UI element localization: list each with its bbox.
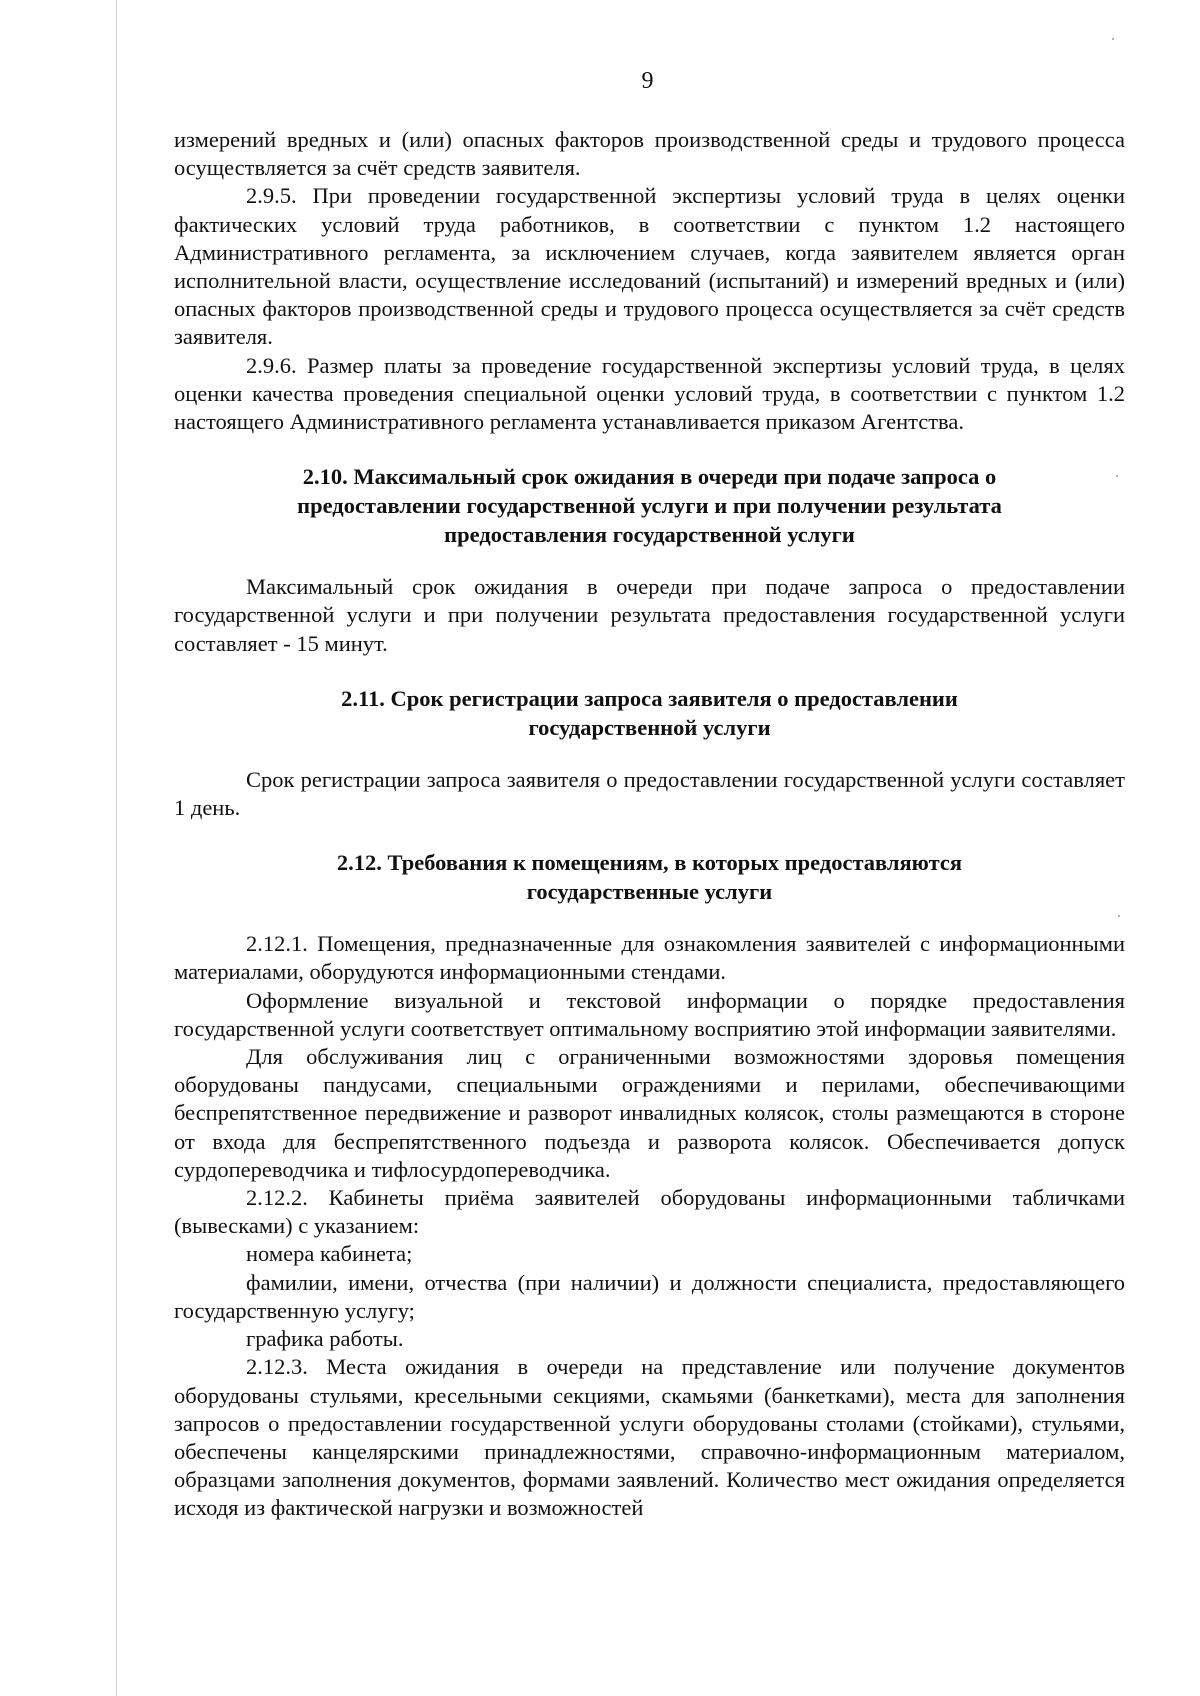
paragraph: 2.12.3. Места ожидания в очереди на представление или получение документов оборудованы стульями, кресельными секциями, скамьями (банкетками), места для заполнения запросов о предоставлении государственной услуги оборудованы столами (стойками), стульями, обеспечены канцелярскими принадлежностями, справочно-информационным материалом, образцами заполнения документов, формами заявлений. Количество мест ожидания определяется исходя из фактической нагрузки и возможностей	[174, 1354, 1125, 1521]
paragraph: графика работы.	[246, 1326, 404, 1352]
paragraph: 2.12.1. Помещения, предназначенные для ознакомления заявителей с информационными материалами, оборудуются информационными стендами.	[174, 931, 1125, 985]
paragraph: 2.9.6. Размер платы за проведение государственной экспертизы условий труда, в целях оценки качества проведения специальной оценки условий труда, в соответствии с пунктом 1.2 настоящего Административного регламента устанавливается приказом Агентства.	[174, 352, 1125, 435]
paragraph: 2.12.2. Кабинеты приёма заявителей оборудованы информационными табличками (вывесками) с указанием:	[174, 1185, 1125, 1239]
paragraph: Срок регистрации запроса заявителя о предоставлении государственной услуги составляет 1 день.	[174, 766, 1125, 821]
paragraph: Оформление визуальной и текстовой информации о порядке предоставления государственной услуги соответствует оптимальному восприятию этой информации заявителями.	[174, 987, 1125, 1041]
section-heading-line: 2.11. Срок регистрации запроса заявителя о предоставлении	[341, 685, 958, 711]
section-heading	[174, 462, 1125, 549]
section-heading-line: 2.10. Максимальный срок ожидания в очереди при подаче запроса о	[302, 464, 997, 490]
section-heading	[174, 684, 1125, 742]
section-heading-line: 2.12. Требования к помещениям, в которых предоставляются	[336, 850, 963, 876]
page-number: 9	[641, 68, 654, 94]
document-body	[174, 126, 1125, 1523]
scan-speck	[1112, 38, 1114, 40]
paragraph: Максимальный срок ожидания в очереди при подаче запроса о предоставлении государственной услуги и при получении результата предоставления государственной услуги составляет - 15 минут.	[174, 574, 1125, 656]
paragraph: 2.9.5. При проведении государственной экспертизы условий труда в целях оценки фактических условий труда работников, в соответствии с пунктом 1.2 настоящего Административного регламента, за исключением случаев, когда заявителем является орган исполнительной власти, осуществление исследований (испытаний) и измерений вредных и (или) опасных факторов производственной среды и трудового процесса осуществляется за счёт средств заявителя.	[174, 183, 1125, 350]
section-heading	[174, 848, 1125, 906]
scan-page-edge	[116, 0, 117, 1696]
paragraph: измерений вредных и (или) опасных факторов производственной среды и трудового процесса осуществляется за счёт средств заявителя.	[174, 127, 1125, 181]
paragraph: Для обслуживания лиц с ограниченными возможностями здоровья помещения оборудованы пандусами, специальными ограждениями и перилами, обеспечивающими беспрепятственное передвижение и разворот инвалидных колясок, столы размещаются в стороне от входа для беспрепятственного подъезда и разворота колясок. Обеспечивается допуск сурдопереводчика и тифлосурдопереводчика.	[174, 1044, 1125, 1182]
section-heading-line: предоставления государственной услуги	[444, 522, 855, 548]
section-heading-line: государственные услуги	[526, 879, 773, 905]
paragraph: номера кабинета;	[246, 1241, 413, 1267]
paragraph: фамилии, имени, отчества (при наличии) и должности специалиста, предоставляющего государственную услугу;	[174, 1269, 1125, 1323]
section-heading-line: предоставлении государственной услуги и при получении результата	[297, 493, 1002, 519]
section-heading-line: государственной услуги	[528, 714, 771, 740]
